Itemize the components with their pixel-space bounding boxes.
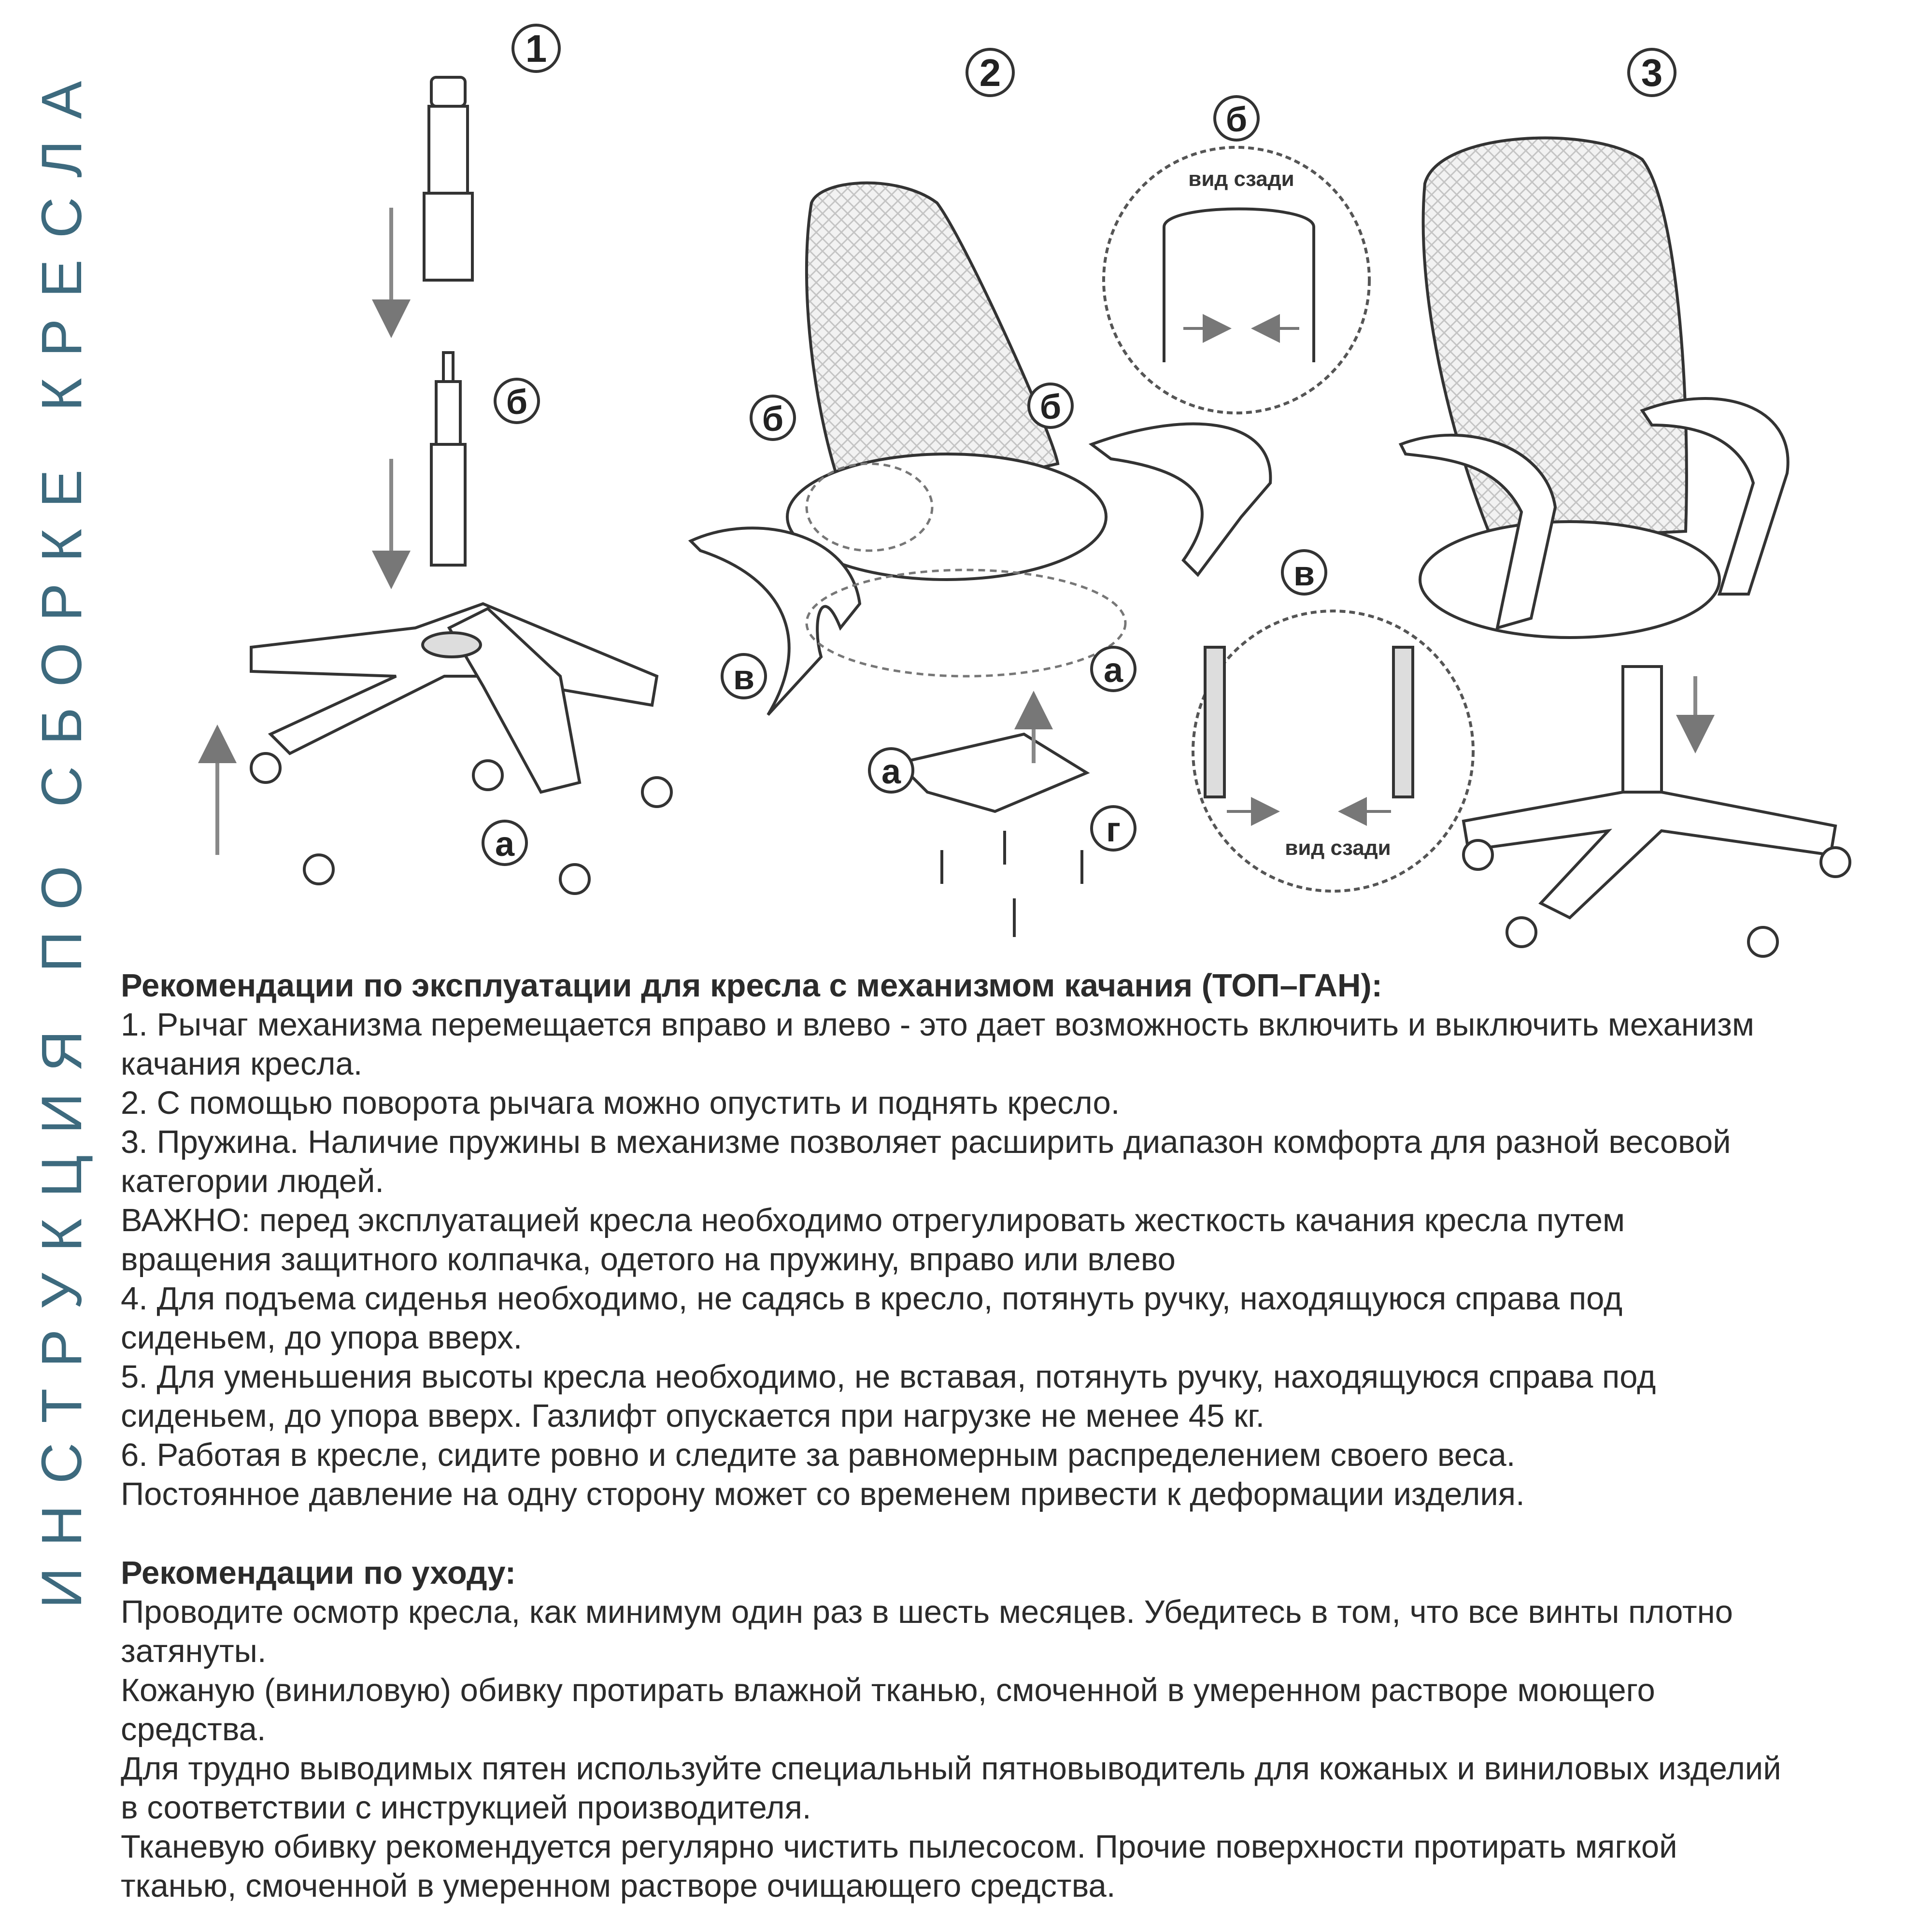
operation-line: 1. Рычаг механизма перемещается вправо и влево - это дает возможность включить и выключить механизм (121, 1007, 1754, 1043)
tilt-mechanism (898, 734, 1087, 811)
operation-line: ВАЖНО: перед эксплуатацией кресла необходимо отрегулировать жесткость качания кресла путем (121, 1202, 1625, 1238)
step-2-number: 2 (979, 51, 1001, 94)
rear-view-label-top: вид сзади (1188, 167, 1294, 191)
paragraph-gap (121, 1514, 1908, 1553)
step-2-group (691, 49, 1473, 937)
step-1-group (217, 25, 671, 894)
step-3-group (1401, 49, 1850, 956)
svg-text:г: г (1106, 810, 1121, 849)
chair-base-cover (424, 77, 472, 280)
care-line: затянуты. (121, 1633, 267, 1669)
assembled-gas-lift (1623, 667, 1662, 797)
care-line: Кожаную (виниловую) обивку протирать влажной тканью, смоченной в умеренном растворе моющего (121, 1672, 1655, 1708)
svg-text:а: а (495, 825, 515, 864)
rear-view-label-bottom: вид сзади (1285, 836, 1391, 860)
operation-heading: Рекомендации по эксплуатации для кресла с механизмом качания (ТОП–ГАН): (121, 967, 1382, 1004)
operation-line: 2. С помощью поворота рычага можно опустить и поднять кресло. (121, 1085, 1120, 1121)
operation-line: категории людей. (121, 1163, 384, 1199)
care-line: тканью, смоченной в умеренном растворе очищающего средства. (121, 1868, 1116, 1904)
operation-line: сиденьем, до упора вверх. (121, 1320, 523, 1356)
operation-line: 4. Для подъема сиденья необходимо, не садясь в кресло, потянуть ручку, находящуюся справа под (121, 1280, 1623, 1317)
operation-line: Постоянное давление на одну сторону может со временем привести к деформации изделия. (121, 1476, 1525, 1512)
svg-text:в: в (1293, 554, 1315, 593)
care-line: средства. (121, 1711, 266, 1747)
operation-line: сиденьем, до упора вверх. Газлифт опускается при нагрузке не менее 45 кг. (121, 1398, 1265, 1434)
care-line: в соответствии с инструкцией производителя. (121, 1790, 811, 1826)
caster-wheels (251, 753, 671, 894)
right-armrest (1092, 424, 1270, 575)
text-block (121, 966, 1908, 1905)
operation-line: качания кресла. (121, 1046, 363, 1082)
mechanism-ring (807, 570, 1125, 676)
care-line: Тканевую обивку рекомендуется регулярно чистить пылесосом. Прочие поверхности протирать мягкой (121, 1829, 1677, 1865)
svg-text:б: б (1039, 388, 1062, 426)
five-star-base (251, 604, 657, 792)
step-3-number: 3 (1641, 51, 1663, 94)
operation-line: 6. Работая в кресле, сидите ровно и следите за равномерным распределением своего веса. (121, 1437, 1516, 1473)
operation-line: 5. Для уменьшения высоты кресла необходимо, не вставая, потянуть ручку, находящуюся справа под (121, 1359, 1656, 1395)
assembled-backrest (1423, 138, 1687, 541)
care-line: Проводите осмотр кресла, как минимум один раз в шесть месяцев. Убедитесь в том, что все винты плотно (121, 1594, 1733, 1630)
care-line: Для трудно выводимых пятен используйте специальный пятновыводитель для кожаных и виниловых изделий (121, 1750, 1781, 1787)
svg-text:а: а (881, 753, 901, 791)
care-heading: Рекомендации по уходу: (121, 1555, 516, 1591)
step-1-number: 1 (525, 27, 547, 70)
side-title: ИНСТРУКЦИЯ ПО СБОРКЕ КРЕСЛА (30, 59, 94, 1608)
svg-text:б: б (762, 400, 784, 439)
svg-text:а: а (1103, 651, 1123, 690)
svg-text:в: в (733, 658, 755, 697)
operation-line: 3. Пружина. Наличие пружины в механизме позволяет расширить диапазон комфорта для разной весовой (121, 1124, 1731, 1160)
gas-lift (431, 353, 465, 565)
assembled-wheels (1463, 840, 1850, 956)
assembled-base (1463, 792, 1835, 918)
svg-text:б: б (1225, 100, 1248, 139)
screws (942, 831, 1082, 937)
assembled-seat (1420, 522, 1719, 638)
operation-line: вращения защитного колпачка, одетого на пружину, вправо или влево (121, 1241, 1176, 1278)
svg-text:б: б (506, 383, 528, 422)
left-armrest (691, 528, 860, 715)
